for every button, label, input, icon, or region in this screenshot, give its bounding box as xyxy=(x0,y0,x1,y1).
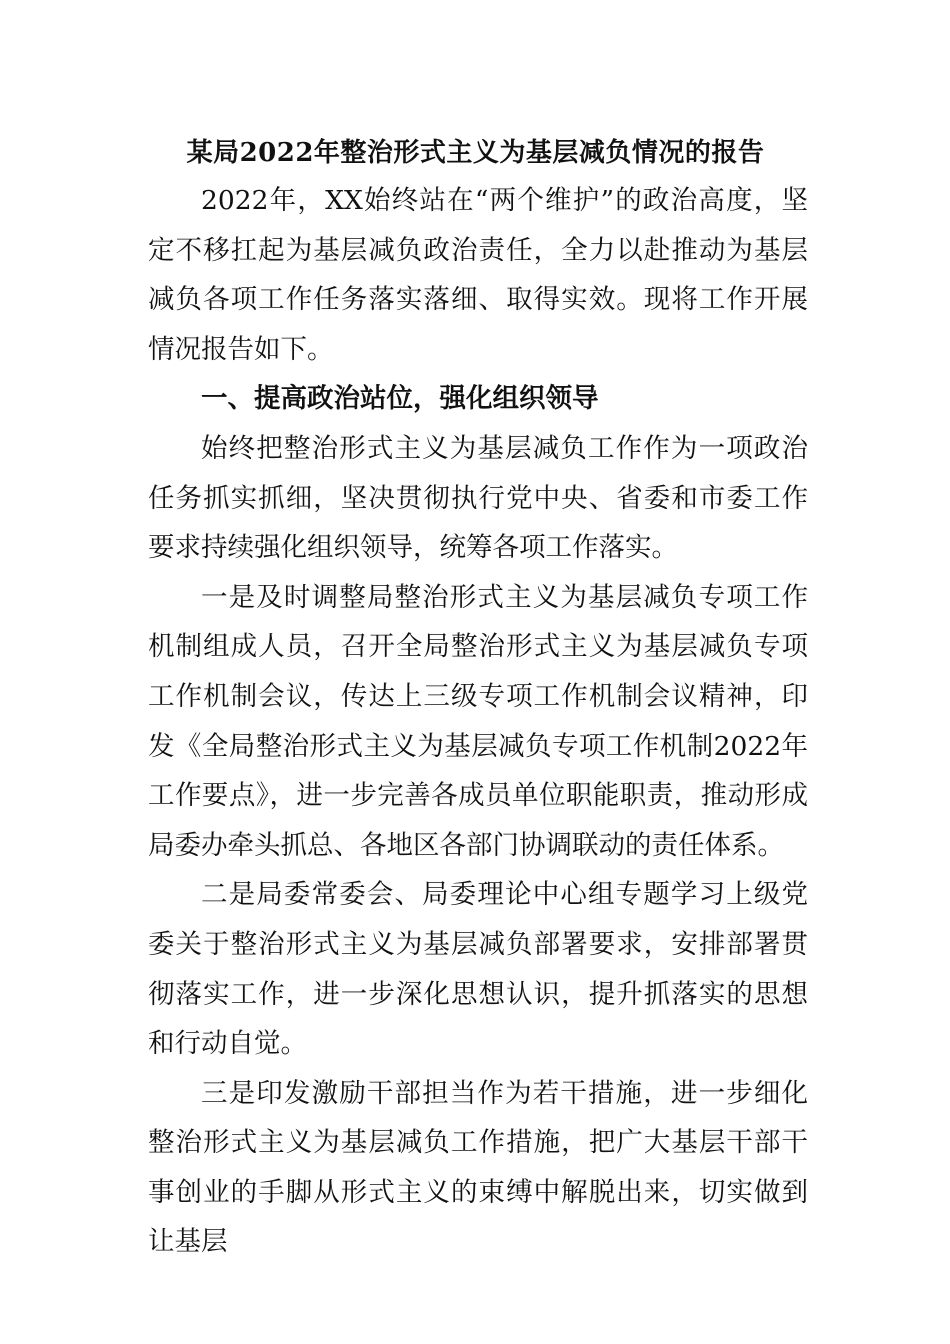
document-body xyxy=(148,176,808,1267)
section-heading: 一、提高政治站位，强化组织领导 xyxy=(201,383,599,415)
body-paragraph: 始终把整治形式主义为基层减负工作作为一项政治任务抓实抓细，坚决贯彻执行党中央、省委和市委工作要求持续强化组织领导，统筹各项工作落实。 xyxy=(148,432,808,564)
body-paragraph: 二是局委常委会、局委理论中心组专题学习上级党委关于整治形式主义为基层减负部署要求，安排部署贯彻落实工作，进一步深化思想认识，提升抓落实的思想和行动自觉。 xyxy=(148,879,808,1060)
document-title: 某局2022年整治形式主义为基层减负情况的报告 xyxy=(186,138,765,168)
body-paragraph: 一是及时调整局整治形式主义为基层减负专项工作机制组成人员，召开全局整治形式主义为基层减负专项工作机制会议，传达上三级专项工作机制会议精神，印发《全局整治形式主义为基层减负专项工作机制2022年工作要点》，进一步完善各成员单位职能职责，推动形成局委办牵头抓总、各地区各部门协调联动的责任体系。 xyxy=(148,581,808,861)
body-paragraph: 三是印发激励干部担当作为若干措施，进一步细化整治形式主义为基层减负工作措施，把广大基层干部干事创业的手脚从形式主义的束缚中解脱出来，切实做到让基层 xyxy=(148,1077,808,1258)
intro-paragraph: 2022年，XX始终站在“两个维护”的政治高度，坚定不移扛起为基层减负政治责任，全力以赴推动为基层减负各项工作任务落实落细、取得实效。现将工作开展情况报告如下。 xyxy=(148,185,808,365)
